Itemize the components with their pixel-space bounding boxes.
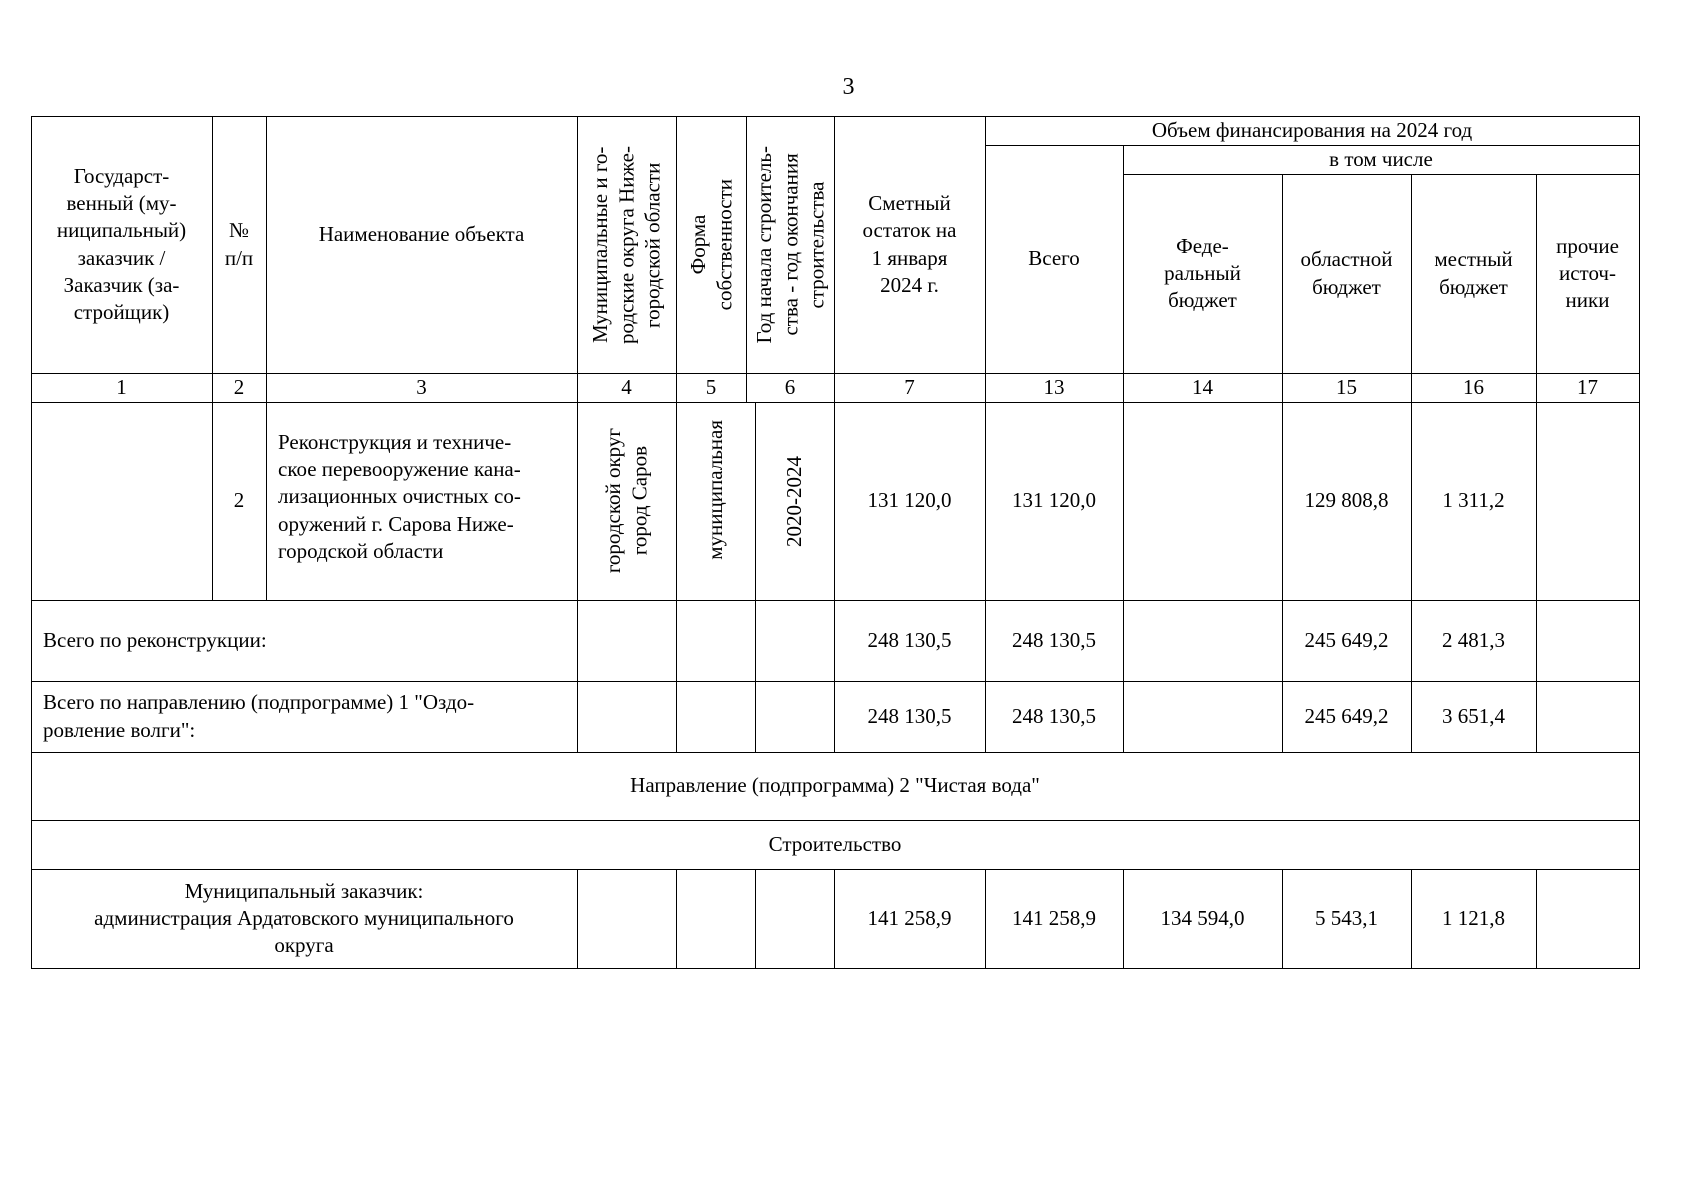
total-direction-total: 248 130,5 (1012, 703, 1096, 728)
header-municipality: Муниципальные и го- родские округа Ниже- городской области (588, 145, 665, 344)
total-direction-regional: 245 649,2 (1304, 703, 1389, 728)
section-direction-heading: Направление (подпрограмма) 2 "Чистая вода" (630, 773, 1040, 798)
object-row-years: 2020-2024 (782, 455, 807, 547)
object-row-estimate: 131 120,0 (867, 488, 952, 513)
column-number: 5 (705, 374, 717, 399)
column-number: 7 (904, 374, 915, 399)
column-number: 3 (416, 374, 427, 399)
table-border-bottom (31, 968, 1640, 969)
customer-row-total: 141 258,9 (1012, 905, 1096, 930)
header-object-name: Наименование объекта (318, 221, 525, 246)
object-row-name: Реконструкция и техниче- ское перевооружение кана- лизационных очистных со- оружений г. Сарова Ниже- городской области (278, 429, 521, 563)
header-regional: областной бюджет (1300, 247, 1393, 299)
column-number: 1 (116, 374, 127, 399)
header-num: № п/п (224, 218, 254, 270)
total-direction-federal (1123, 681, 1282, 752)
column-number: 6 (784, 374, 796, 399)
column-number: 16 (1463, 374, 1484, 399)
header-ownership: Форма собственности (685, 178, 736, 311)
object-row-num: 2 (233, 488, 245, 513)
customer-row-regional: 5 543,1 (1315, 905, 1378, 930)
section-construction-heading: Строительство (768, 831, 902, 856)
header-other: прочие источ- ники (1556, 233, 1619, 313)
header-customer: Государст- венный (му- ниципальный) заказчик / Заказчик (за- стройщик) (56, 163, 187, 325)
total-reconstruction-estimate: 248 130,5 (867, 627, 952, 652)
object-row-municipality: городской округ город Саров (601, 428, 652, 574)
total-reconstruction-local: 2 481,3 (1442, 627, 1505, 652)
total-reconstruction-other (1536, 600, 1639, 681)
column-number: 14 (1192, 374, 1213, 399)
header-federal: Феде- ральный бюджет (1164, 233, 1241, 313)
total-reconstruction-federal (1123, 600, 1282, 681)
header-financing-group: Объем финансирования на 2024 год (1151, 117, 1473, 142)
customer-row-estimate: 141 258,9 (867, 905, 952, 930)
total-direction-local: 3 651,4 (1442, 703, 1505, 728)
header-years: Год начала строитель- ства - год окончания строительства (751, 145, 829, 344)
customer-row-label: Муниципальный заказчик: администрация Ардатовского муниципального округа (94, 878, 514, 958)
column-number: 2 (233, 374, 245, 399)
header-including: в том числе (1329, 146, 1433, 171)
table-rule (577, 869, 578, 968)
total-reconstruction-total: 248 130,5 (1012, 627, 1096, 652)
column-number: 4 (621, 374, 632, 399)
customer-row-federal: 134 594,0 (1160, 905, 1245, 930)
total-direction-label: Всего по направлению (подпрограмме) 1 "Оздо- ровление волги": (43, 690, 475, 742)
column-number: 15 (1336, 374, 1357, 399)
object-row-other (1536, 402, 1639, 600)
total-reconstruction-regional: 245 649,2 (1304, 627, 1389, 652)
column-number: 13 (1043, 374, 1065, 399)
total-direction-estimate: 248 130,5 (867, 703, 952, 728)
table-border-right (1639, 116, 1640, 968)
object-row-federal (1123, 402, 1282, 600)
total-direction-other (1536, 681, 1639, 752)
customer-row-local: 1 121,8 (1442, 905, 1505, 930)
header-total: Всего (1028, 246, 1080, 271)
total-reconstruction-label: Всего по реконструкции: (43, 627, 267, 652)
header-estimate: Сметный остаток на 1 января 2024 г. (862, 190, 957, 297)
header-local: местный бюджет (1434, 247, 1513, 299)
page-number: 3 (842, 74, 855, 100)
customer-row-other (1536, 869, 1639, 968)
object-row-local: 1 311,2 (1442, 488, 1505, 513)
object-row-ownership: муниципальная (703, 420, 728, 560)
table-rule (755, 869, 756, 968)
object-row-total: 131 120,0 (1012, 488, 1096, 513)
object-row-regional: 129 808,8 (1304, 488, 1389, 513)
table-rule (676, 869, 677, 968)
column-number: 17 (1577, 374, 1598, 399)
